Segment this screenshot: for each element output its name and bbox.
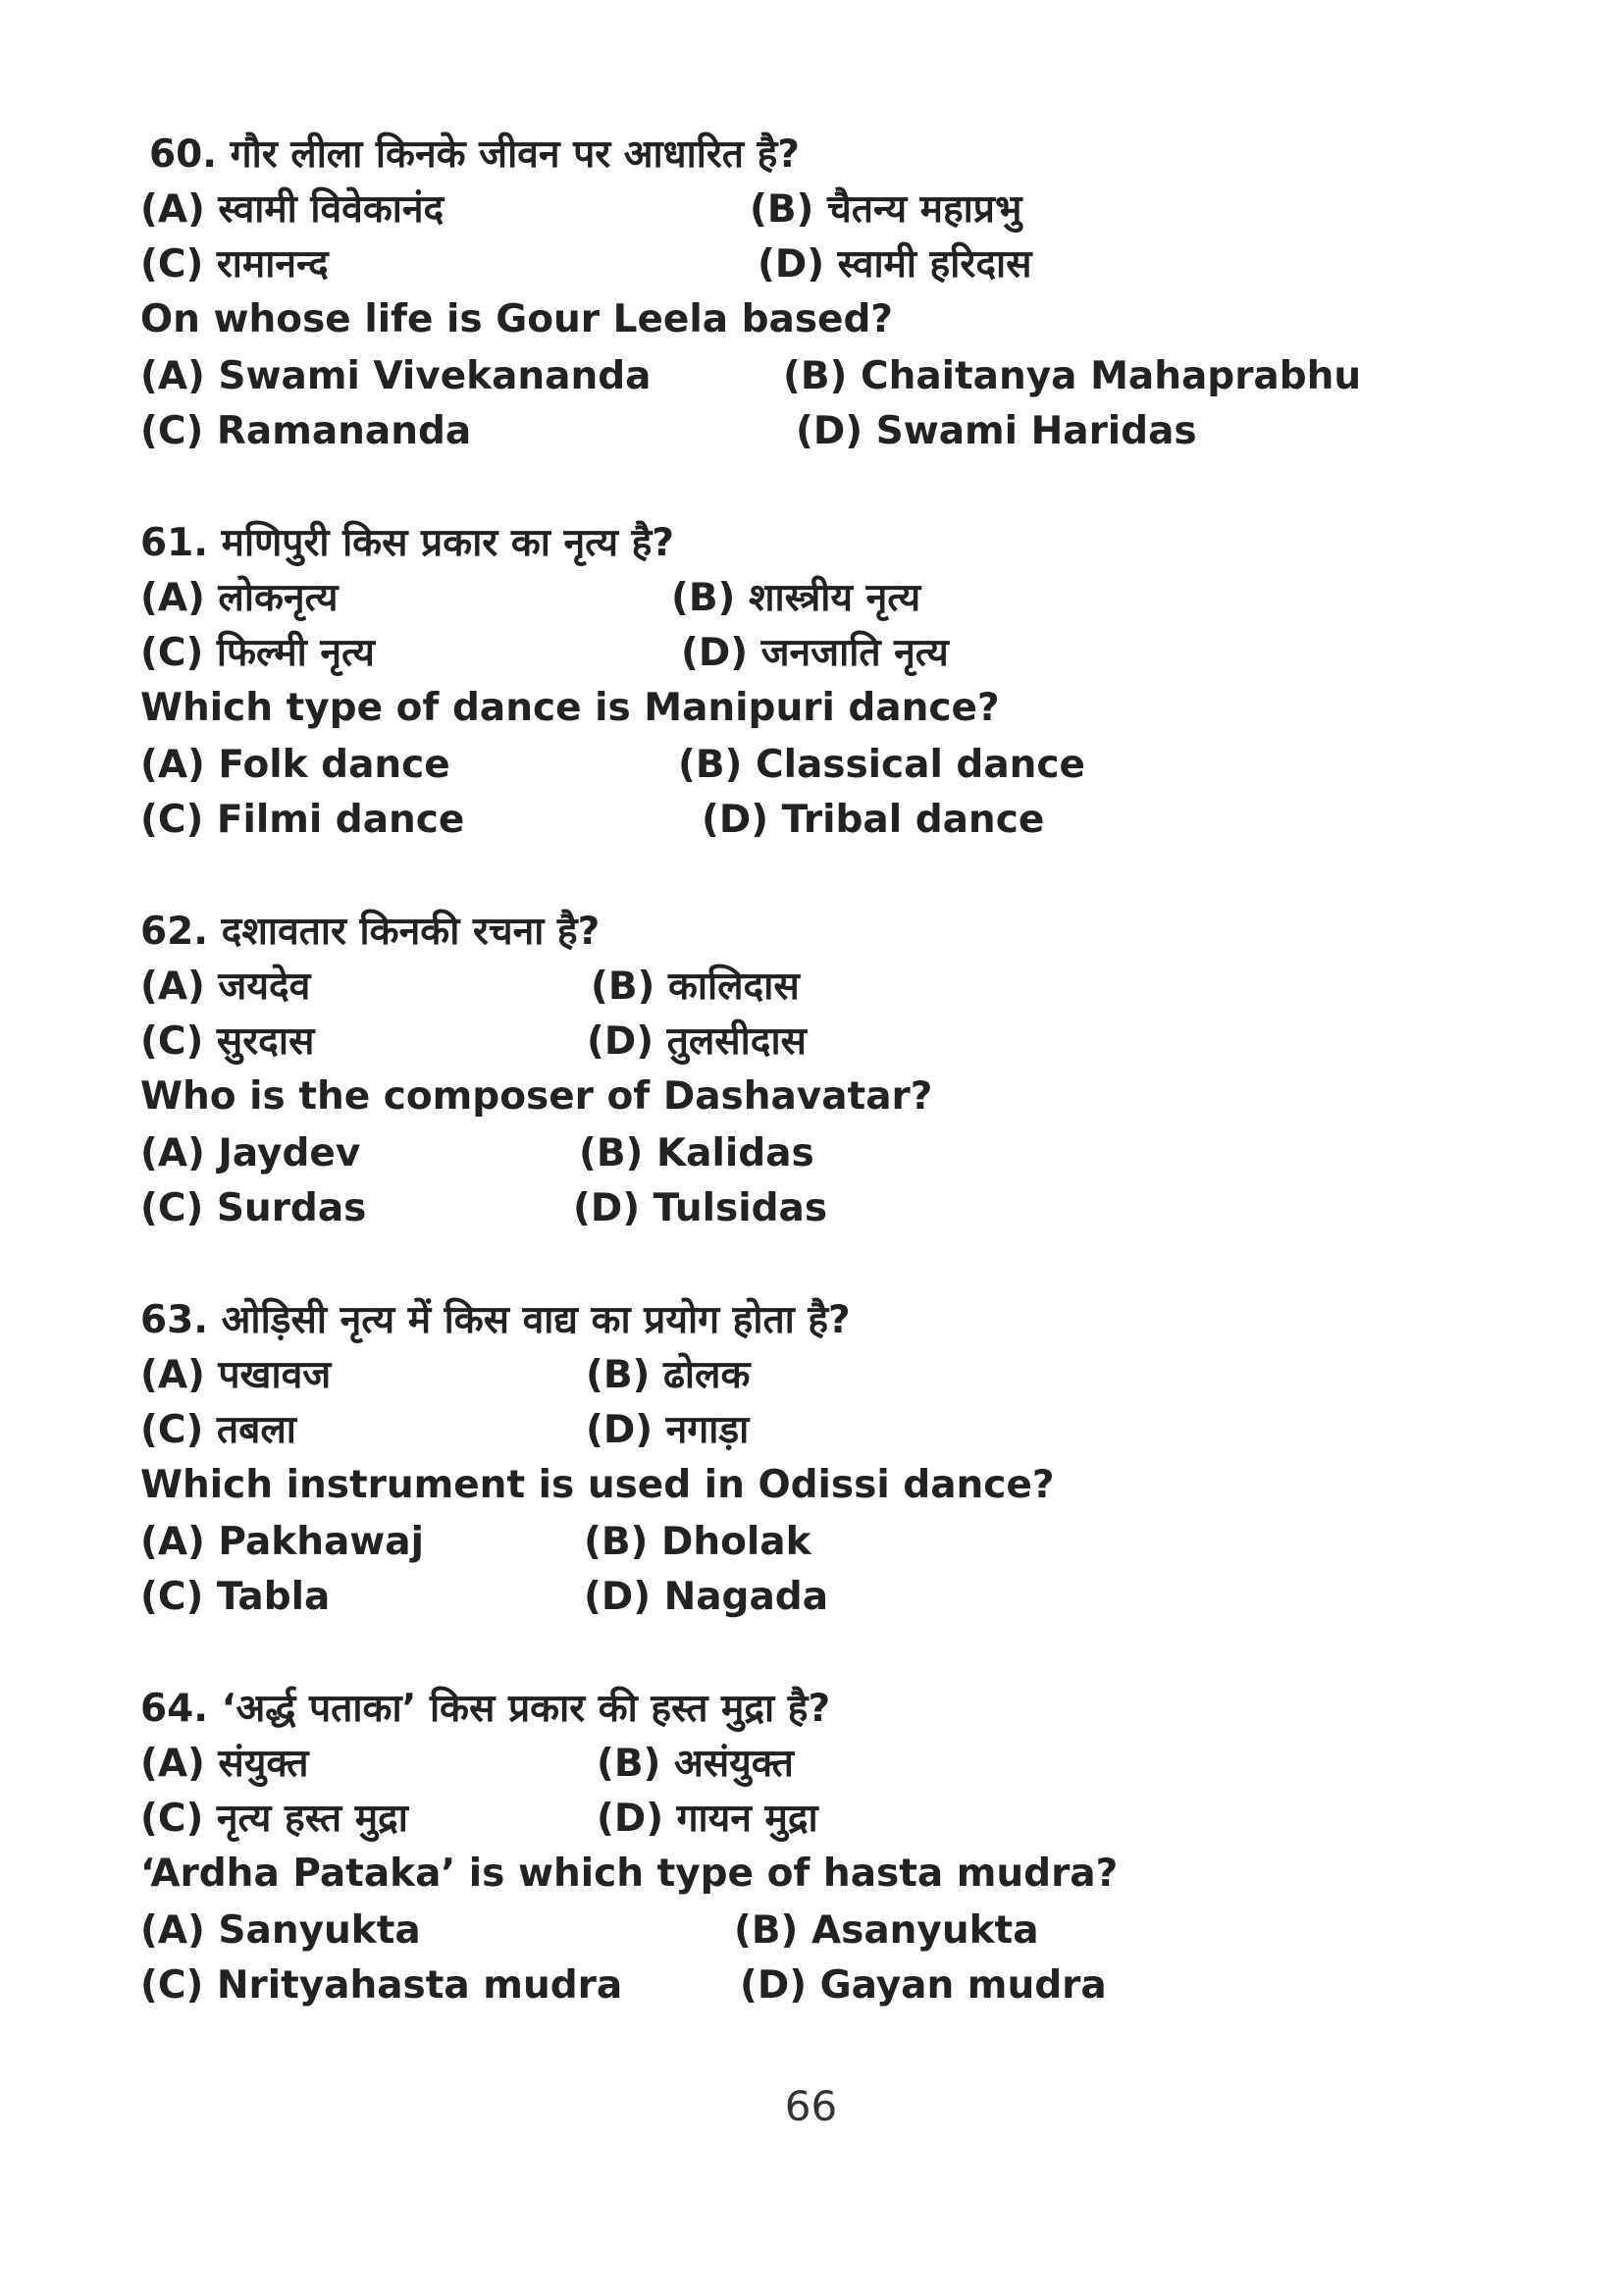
question-english: On whose life is Gour Leela based? <box>140 297 894 341</box>
option-d-english: (D) Nagada <box>584 1575 829 1619</box>
option-d-hindi: (D) नगाड़ा <box>586 1408 750 1452</box>
option-c-english: (C) Ramananda <box>140 409 472 453</box>
option-b-hindi: (B) कालिदास <box>591 965 800 1009</box>
option-b-english: (B) Dholak <box>584 1520 811 1564</box>
option-c-english: (C) Surdas <box>140 1186 367 1230</box>
option-d-hindi: (D) गायन मुद्रा <box>597 1797 818 1841</box>
option-b-english: (B) Asanyukta <box>734 1908 1039 1953</box>
option-a-english: (A) Jaydev <box>140 1131 361 1175</box>
option-b-english: (B) Chaitanya Mahaprabhu <box>783 354 1362 398</box>
option-c-hindi: (C) नृत्य हस्त मुद्रा <box>140 1797 408 1841</box>
question-hindi: 61. मणिपुरी किस प्रकार का नृत्य है? <box>140 521 674 565</box>
question-hindi: 62. दशावतार किनकी रचना है? <box>140 910 601 954</box>
option-a-english: (A) Pakhawaj <box>140 1520 424 1564</box>
option-b-english: (B) Kalidas <box>579 1131 814 1175</box>
option-c-hindi: (C) सुरदास <box>140 1019 315 1064</box>
option-c-english: (C) Nrityahasta mudra <box>140 1963 623 2008</box>
option-a-hindi: (A) जयदेव <box>140 965 311 1009</box>
option-a-hindi: (A) पखावज <box>140 1353 332 1397</box>
question-hindi: 60. गौर लीला किनके जीवन पर आधारित है? <box>149 132 800 177</box>
option-a-english: (A) Swami Vivekananda <box>140 354 652 398</box>
option-a-hindi: (A) संयुक्त <box>140 1742 309 1786</box>
option-d-english: (D) Swami Haridas <box>796 409 1197 453</box>
option-d-english: (D) Gayan mudra <box>740 1963 1107 2008</box>
option-c-hindi: (C) फिल्मी नृत्य <box>140 631 375 675</box>
question-english: Which type of dance is Manipuri dance? <box>140 686 1000 730</box>
option-d-english: (D) Tulsidas <box>573 1186 828 1230</box>
option-b-english: (B) Classical dance <box>678 743 1086 787</box>
option-a-english: (A) Sanyukta <box>140 1908 421 1953</box>
option-d-hindi: (D) स्वामी हरिदास <box>758 242 1032 287</box>
question-english: Who is the composer of Dashavatar? <box>140 1074 933 1119</box>
question-hindi: 64. ‘अर्द्ध पताका’ किस प्रकार की हस्त मुद्रा है? <box>140 1687 831 1731</box>
option-a-hindi: (A) लोकनृत्य <box>140 576 339 620</box>
option-c-english: (C) Tabla <box>140 1575 331 1619</box>
option-d-english: (D) Tribal dance <box>702 798 1045 842</box>
question-hindi: 63. ओड़िसी नृत्य में किस वाद्य का प्रयोग होता है? <box>140 1298 851 1342</box>
option-d-hindi: (D) जनजाति नृत्य <box>681 631 949 675</box>
option-b-hindi: (B) शास्त्रीय नृत्य <box>671 576 921 620</box>
option-b-hindi: (B) ढोलक <box>586 1353 751 1397</box>
option-b-hindi: (B) चैतन्य महाप्रभु <box>750 187 1022 232</box>
option-c-hindi: (C) तबला <box>140 1408 296 1452</box>
option-a-english: (A) Folk dance <box>140 743 450 787</box>
option-d-hindi: (D) तुलसीदास <box>587 1019 807 1064</box>
option-a-hindi: (A) स्वामी विवेकानंद <box>140 187 445 232</box>
option-c-hindi: (C) रामानन्द <box>140 242 329 287</box>
option-c-english: (C) Filmi dance <box>140 798 465 842</box>
page-number: 66 <box>784 2082 838 2130</box>
question-english: Which instrument is used in Odissi dance? <box>140 1463 1055 1507</box>
option-b-hindi: (B) असंयुक्त <box>597 1742 794 1786</box>
question-english: ‘Ardha Pataka’ is which type of hasta mudra? <box>140 1852 1119 1896</box>
